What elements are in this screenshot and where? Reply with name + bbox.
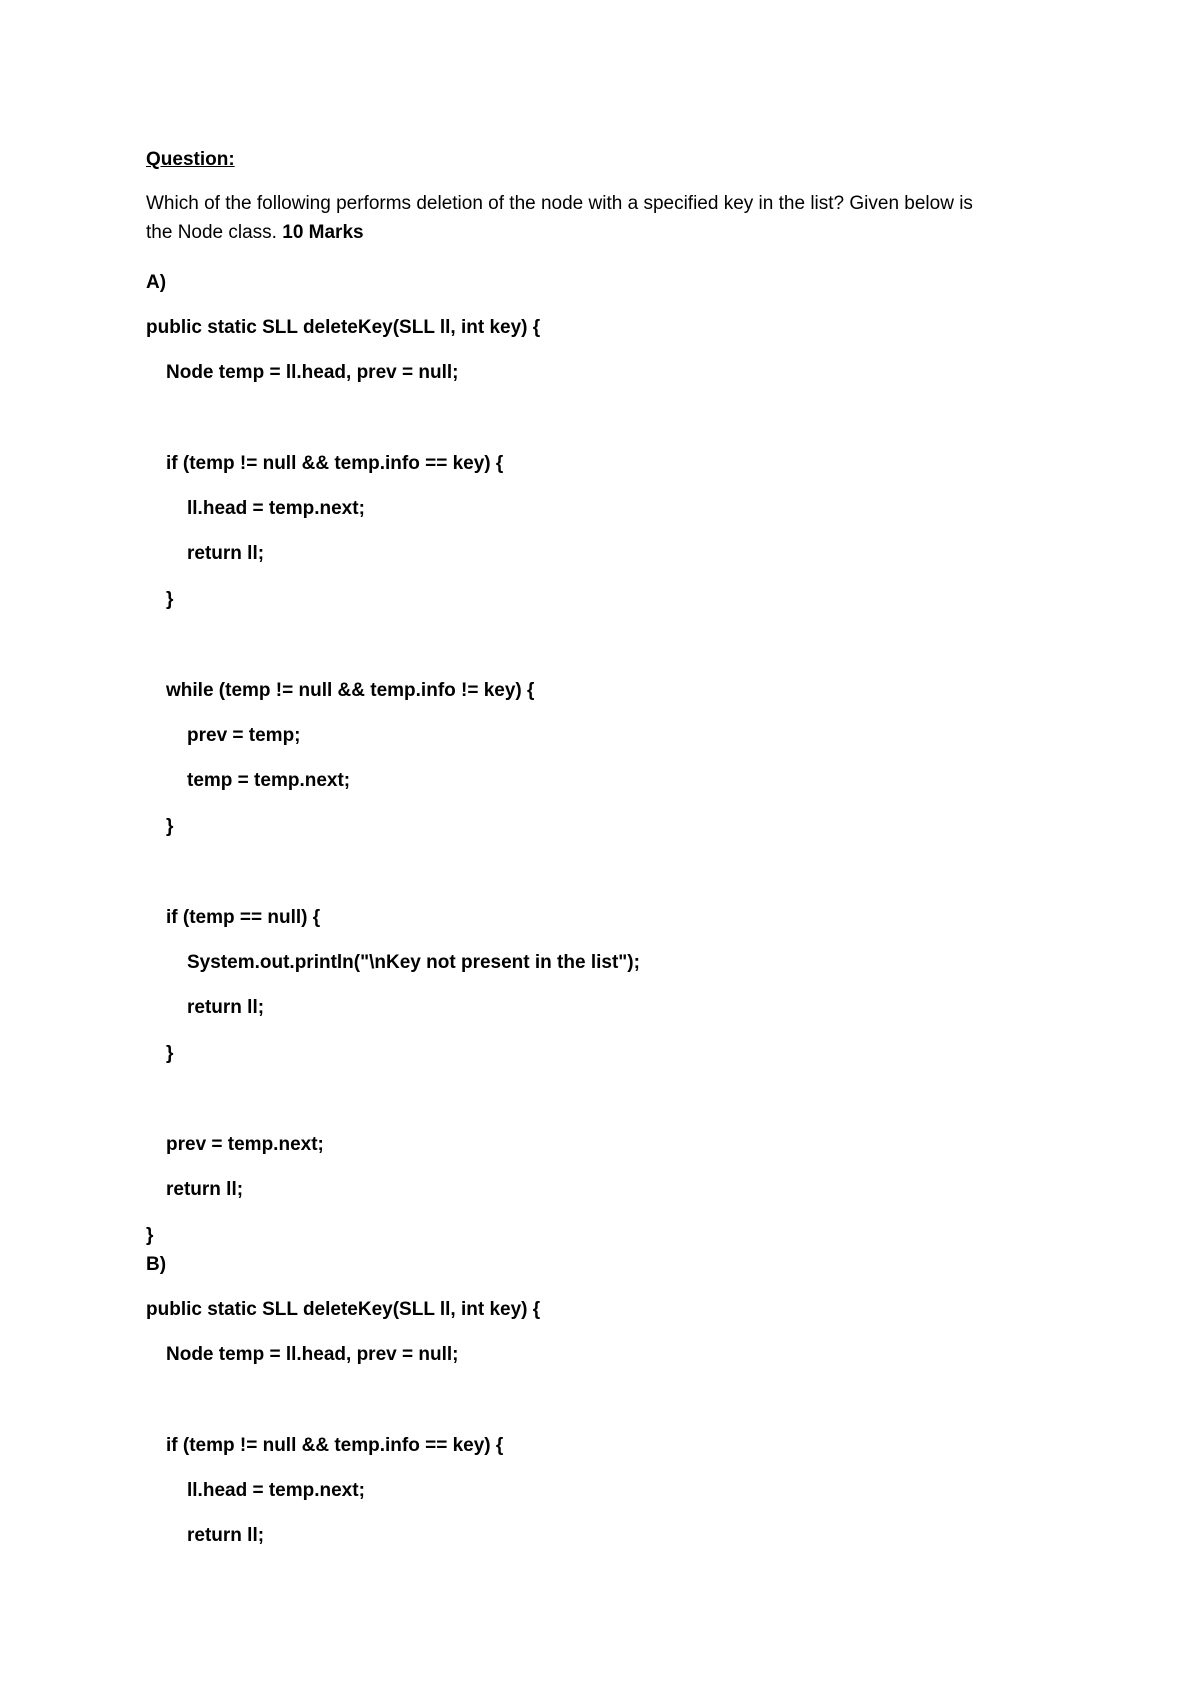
code-line: prev = temp; [187, 725, 301, 746]
code-line: while (temp != null && temp.info != key) { [166, 680, 535, 701]
code-line: return ll; [187, 1525, 265, 1546]
code-line: prev = temp.next; [166, 1134, 324, 1155]
option-a-label: A) [146, 272, 167, 293]
code-line: return ll; [166, 1179, 244, 1200]
code-line: Node temp = ll.head, prev = null; [166, 1344, 459, 1365]
code-line: return ll; [187, 543, 265, 564]
code-line: } [166, 816, 174, 837]
question-text-line-2 [146, 221, 364, 245]
code-line: } [146, 1225, 154, 1246]
code-line: if (temp == null) { [166, 907, 321, 928]
code-line: System.out.println("\nKey not present in the list"); [187, 952, 640, 973]
option-b-label: B) [146, 1254, 167, 1275]
code-line: if (temp != null && temp.info == key) { [166, 453, 504, 474]
code-line: if (temp != null && temp.info == key) { [166, 1435, 504, 1456]
code-line: ll.head = temp.next; [187, 1480, 365, 1501]
code-line: ll.head = temp.next; [187, 498, 365, 519]
question-heading: Question: [146, 149, 235, 170]
code-line: temp = temp.next; [187, 770, 351, 791]
code-line: } [166, 589, 174, 610]
code-line: public static SLL deleteKey(SLL ll, int key) { [146, 1299, 541, 1320]
code-line: return ll; [187, 997, 265, 1018]
marks-label: 10 Marks [282, 222, 364, 243]
code-line: public static SLL deleteKey(SLL ll, int key) { [146, 317, 541, 338]
question-text-plain: the Node class. [146, 222, 283, 243]
code-line: Node temp = ll.head, prev = null; [166, 362, 459, 383]
code-line: } [166, 1043, 174, 1064]
question-text-line-1: Which of the following performs deletion of the node with a specified key in the list? Given below is [146, 193, 973, 214]
